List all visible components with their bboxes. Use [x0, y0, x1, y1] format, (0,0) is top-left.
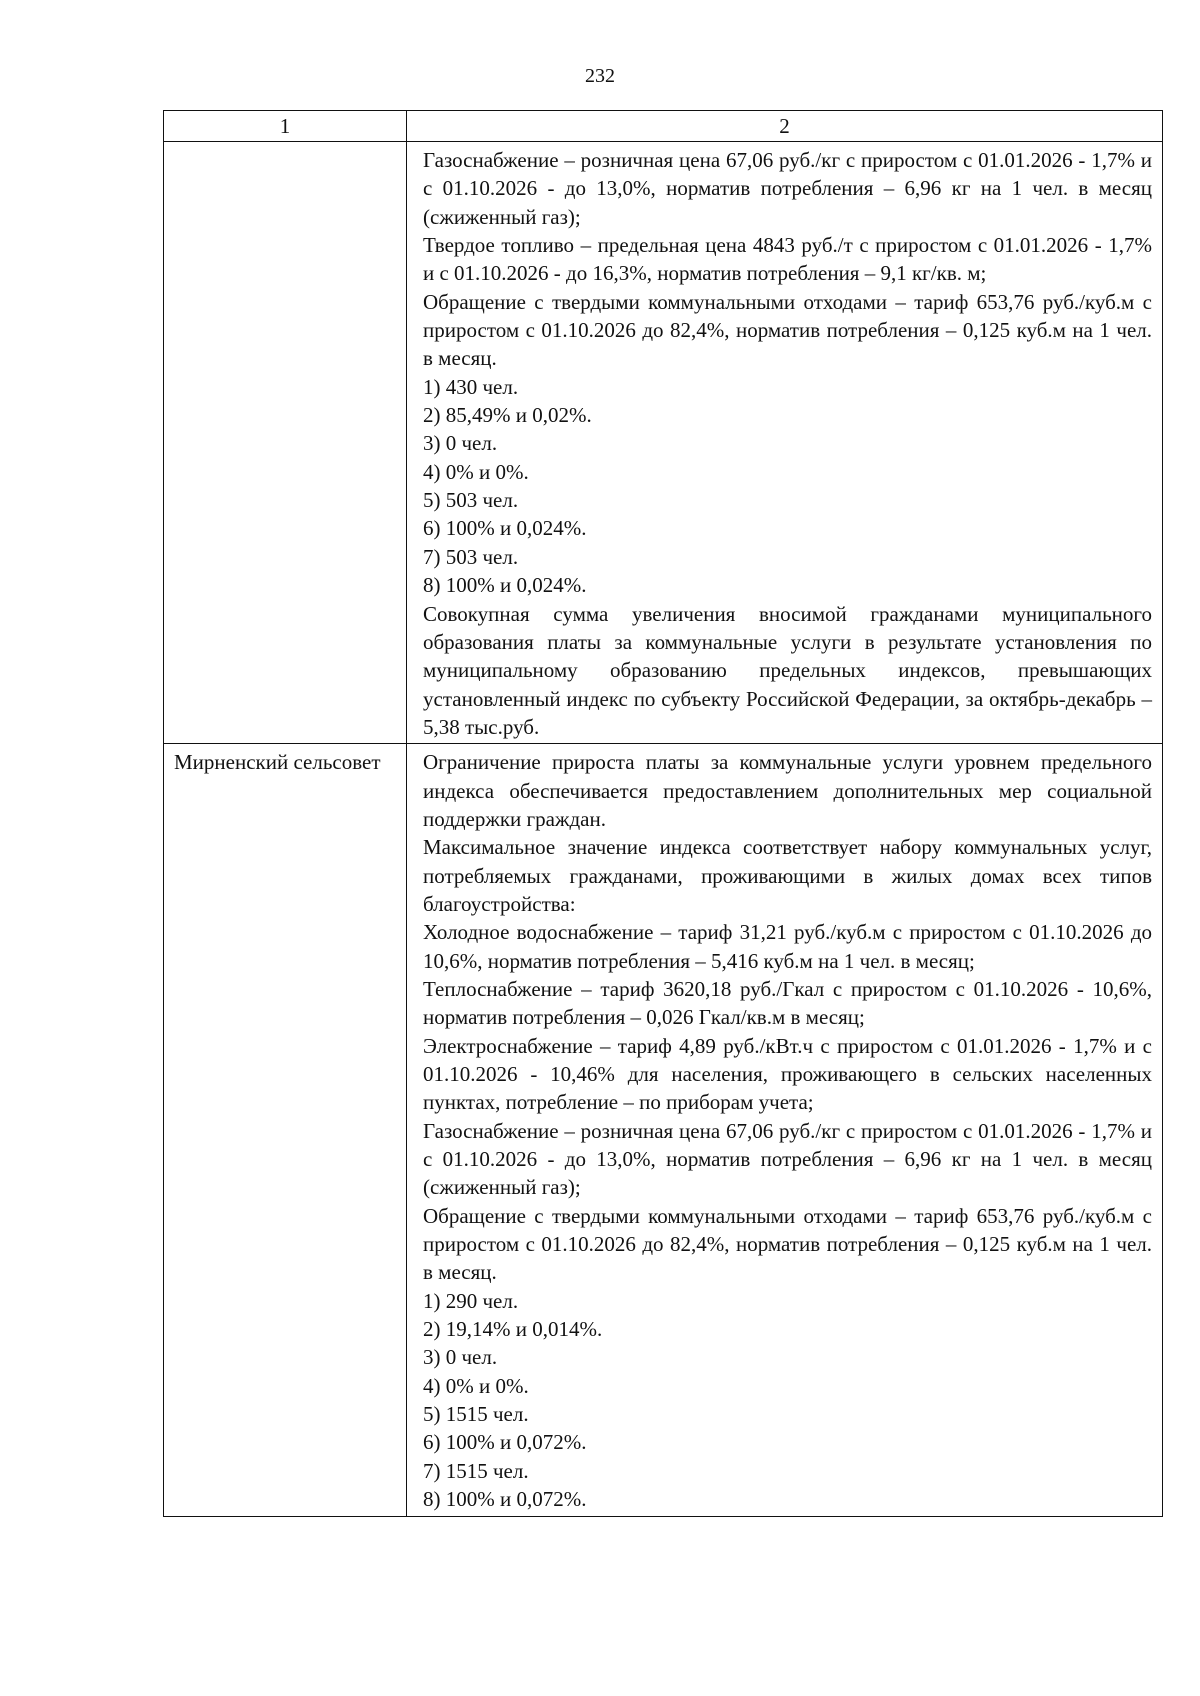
list-item: 6) 100% и 0,024%. [423, 516, 587, 541]
paragraph-cold-water: Холодное водоснабжение – тариф 31,21 руб./куб.м с приростом с 01.10.2026 до 10,6%, норматив потребления – 5,416 куб.м на 1 чел. в месяц; [423, 920, 1152, 973]
table-row [164, 744, 1163, 1516]
list-item: 5) 503 чел. [423, 488, 519, 513]
list-item: 7) 1515 чел. [423, 1458, 529, 1483]
list-item: 1) 290 чел. [423, 1288, 519, 1313]
list-item: 2) 85,49% и 0,02%. [423, 403, 592, 428]
paragraph-gas-supply: Газоснабжение – розничная цена 67,06 руб./кг с приростом с 01.01.2026 - 1,7% и с 01.10.2026 - до 13,0%, норматив потребления – 6,96 кг на 1 чел. в месяц (сжиженный газ); [423, 1118, 1152, 1200]
paragraph-total-increase: Совокупная сумма увеличения вносимой гражданами муниципального образования платы за коммунальные услуги в результате установления по муниципальному образованию предельных индексов, превышающих установленный индекс по субъекту Российской Федерации, за октябрь-декабрь – 5,38 тыс.руб. [423, 601, 1152, 739]
list-item: 4) 0% и 0%. [423, 1373, 529, 1398]
list-item: 6) 100% и 0,072%. [423, 1430, 587, 1455]
list-item: 2) 19,14% и 0,014%. [423, 1317, 603, 1342]
municipality-name: Мирненский сельсовет [164, 744, 407, 1516]
column-header-2: 2 [407, 111, 1163, 142]
document-table [163, 110, 1163, 1517]
list-item: 8) 100% и 0,024%. [423, 573, 587, 598]
list-item: 7) 503 чел. [423, 544, 519, 569]
paragraph-max-index: Максимальное значение индекса соответствует набору коммунальных услуг, потребляемых гражданами, проживающими в жилых домах всех типов благоустройства: [423, 835, 1152, 916]
paragraph-gas-supply: Газоснабжение – розничная цена 67,06 руб./кг с приростом с 01.01.2026 - 1,7% и с 01.10.2026 - до 13,0%, норматив потребления – 6,96 кг на 1 чел. в месяц (сжиженный газ); [423, 148, 1152, 229]
list-item: 3) 0 чел. [423, 1345, 498, 1370]
column-header-1: 1 [164, 111, 407, 142]
table-row [164, 142, 1163, 744]
list-item: 8) 100% и 0,072%. [423, 1487, 587, 1512]
paragraph-solid-waste: Обращение с твердыми коммунальными отходами – тариф 653,76 руб./куб.м с приростом с 01.10.2026 до 82,4%, норматив потребления – 0,125 куб.м на 1 чел. в месяц. [423, 1203, 1152, 1285]
list-item: 1) 430 чел. [423, 374, 519, 399]
list-item: 5) 1515 чел. [423, 1402, 529, 1427]
paragraph-electricity: Электроснабжение – тариф 4,89 руб./кВт.ч с приростом с 01.01.2026 - 1,7% и с 01.10.2026 - 10,46% для населения, проживающего в сельских населенных пунктах, потребление – по приборам учета; [423, 1033, 1152, 1115]
paragraph-heat-supply: Теплоснабжение – тариф 3620,18 руб./Гкал с приростом с 01.10.2026 - 10,6%, норматив потребления – 0,026 Гкал/кв.м в месяц; [423, 976, 1152, 1030]
table-header-row [164, 111, 1163, 142]
list-item: 3) 0 чел. [423, 431, 498, 456]
list-item: 4) 0% и 0%. [423, 459, 529, 484]
page-number: 232 [585, 65, 615, 87]
paragraph-solid-fuel: Твердое топливо – предельная цена 4843 руб./т с приростом с 01.01.2026 - 1,7% и с 01.10.2026 - до 16,3%, норматив потребления – 9,1 кг/кв. м; [423, 233, 1152, 286]
paragraph-limit: Ограничение прироста платы за коммунальные услуги уровнем предельного индекса обеспечивается предоставлением дополнительных мер социальной поддержки граждан. [423, 750, 1152, 831]
municipality-name [164, 142, 407, 744]
row-details [407, 744, 1163, 1516]
paragraph-solid-waste: Обращение с твердыми коммунальными отходами – тариф 653,76 руб./куб.м с приростом с 01.10.2026 до 82,4%, норматив потребления – 0,125 куб.м на 1 чел. в месяц. [423, 289, 1152, 371]
row-details [407, 142, 1163, 744]
